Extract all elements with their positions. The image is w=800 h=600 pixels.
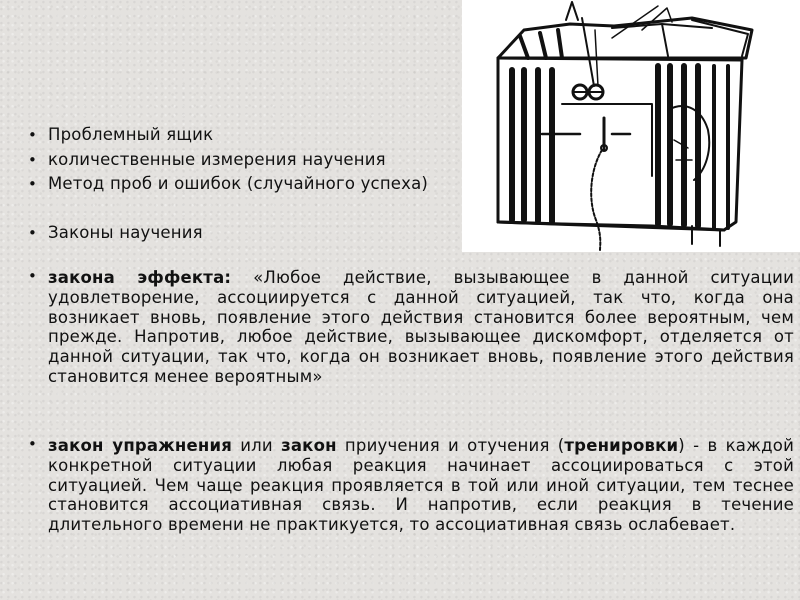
law-of-exercise-or: или xyxy=(232,436,282,455)
laws-heading-list xyxy=(28,221,203,246)
puzzle-box-illustration xyxy=(462,0,800,252)
law-term: закон xyxy=(281,436,337,455)
bullet-problem-box: • Проблемный ящик xyxy=(28,123,480,148)
training-term: тренировки xyxy=(564,436,679,455)
law-of-exercise-mid: приучения и отучения ( xyxy=(336,436,565,455)
intro-bullets xyxy=(28,123,480,197)
bullet-quantitative-measures: • количественные измерения научения xyxy=(28,148,480,173)
law-of-effect xyxy=(28,268,794,387)
law-of-exercise-text: ) - в каждой конкретной ситуации любая реакция начинает ассоциироваться с этой ситуацией. Чем чаще реакция проявляется в той или иной ситуации, тем теснее становится ассоциативная связь. И напротив, если реакция в течение длительного времени не практикуется, то ассоциативная связь ослабевает. xyxy=(48,436,795,535)
laws-heading: • Законы научения xyxy=(28,221,203,246)
law-of-effect-list xyxy=(28,268,794,387)
law-of-effect-text: «Любое действие, вызывающее в данной ситуации удовлетворение, ассоциируется с данной ситуацией, так что, когда она возникает вновь, появление этого действия становится более вероятным, чем прежде. Напротив, любое действие, вызывающее дискомфорт, отделяется от данной ситуации, так что, когда он возникает вновь, появление этого действия становится менее вероятным» xyxy=(48,268,795,386)
law-of-exercise-list xyxy=(28,436,794,535)
law-of-exercise-term: закон упражнения xyxy=(48,436,233,455)
law-of-effect-term: закона эффекта: xyxy=(48,268,232,287)
law-of-exercise xyxy=(28,436,794,535)
bullet-trial-and-error: • Метод проб и ошибок (случайного успеха) xyxy=(28,172,480,197)
